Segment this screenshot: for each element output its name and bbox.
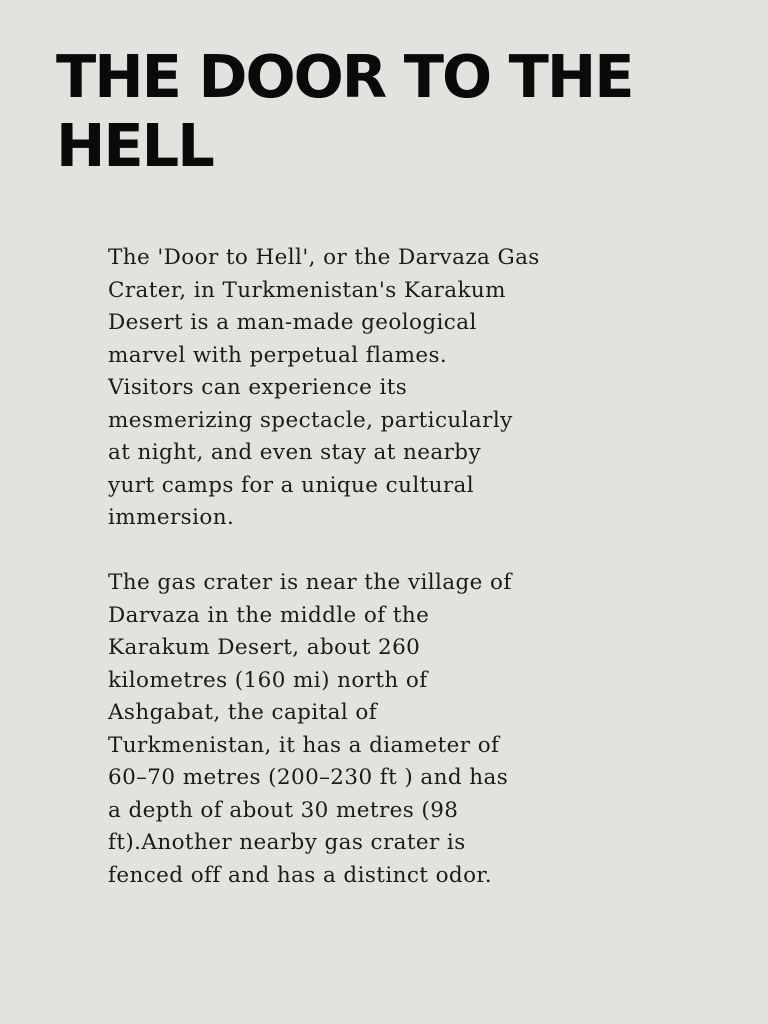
page-title: THE DOOR TO THE HELL bbox=[56, 42, 633, 180]
paragraph-location: The gas crater is near the village of Darvaza in the middle of the Karakum Desert, about 260 kilometres (160 mi) north of Ashgabat, the capital of Turkmenistan, it has a diameter of 60–70 metres (200–230 ft ) and has a depth of about 30 metres (98 ft).Another nearby gas crater is fenced off and has a distinct odor. bbox=[108, 570, 512, 888]
paragraph-spacer bbox=[108, 535, 578, 568]
article-body bbox=[108, 242, 578, 892]
paragraph-intro: The 'Door to Hell', or the Darvaza Gas Crater, in Turkmenistan's Karakum Desert is a man-made geological marvel with perpetual flames. Visitors can experience its mesmerizing spectacle, particularly at night, and even stay at nearby yurt camps for a unique cultural immersion. bbox=[108, 245, 540, 530]
